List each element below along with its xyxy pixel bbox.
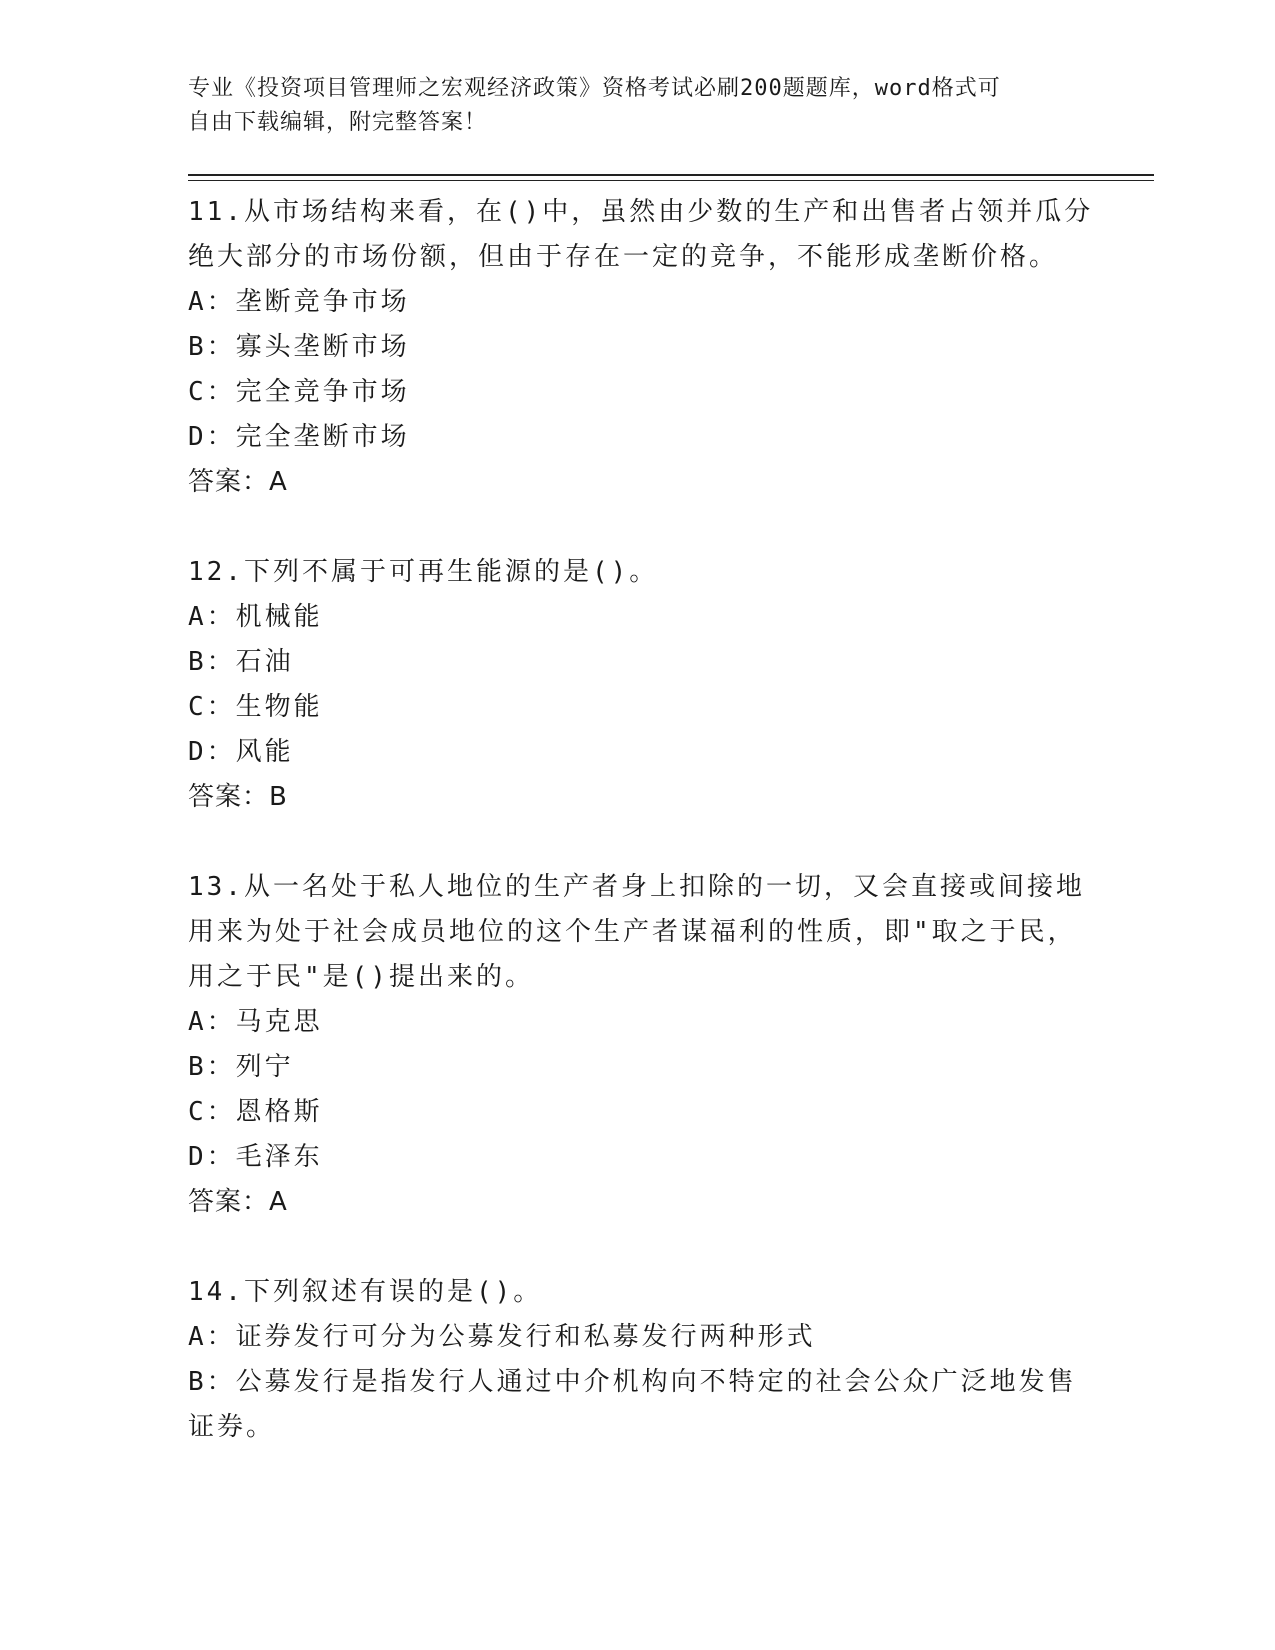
option-b: B：列宁 bbox=[188, 1052, 294, 1082]
option-a: A：机械能 bbox=[188, 602, 323, 632]
question-stem: 用之于民"是()提出来的。 bbox=[188, 962, 534, 992]
question-stem: 绝大部分的市场份额，但由于存在一定的竞争，不能形成垄断价格。 bbox=[188, 242, 1059, 272]
option-d: D：毛泽东 bbox=[188, 1142, 323, 1172]
option-c: C：生物能 bbox=[188, 692, 323, 722]
question-stem: 13.从一名处于私人地位的生产者身上扣除的一切，又会直接或间接地 bbox=[188, 872, 1085, 902]
option-a: A：证券发行可分为公募发行和私募发行两种形式 bbox=[188, 1322, 816, 1352]
option-d: D：完全垄断市场 bbox=[188, 422, 410, 452]
question-13 bbox=[188, 865, 1088, 1180]
answer-13: 答案：A bbox=[188, 1187, 288, 1217]
option-c: C：恩格斯 bbox=[188, 1097, 323, 1127]
option-d: D：风能 bbox=[188, 737, 294, 767]
option-c: C：完全竞争市场 bbox=[188, 377, 410, 407]
document-header bbox=[188, 72, 1068, 140]
question-14 bbox=[188, 1270, 1088, 1450]
question-stem: 11.从市场结构来看，在()中，虽然由少数的生产和出售者占领并瓜分 bbox=[188, 197, 1094, 227]
answer-12: 答案：B bbox=[188, 782, 288, 812]
option-a: A：垄断竞争市场 bbox=[188, 287, 410, 317]
question-stem: 用来为处于社会成员地位的这个生产者谋福利的性质，即"取之于民， bbox=[188, 917, 1077, 947]
question-12 bbox=[188, 550, 1088, 775]
header-divider-thick bbox=[188, 174, 1154, 176]
question-stem: 12.下列不属于可再生能源的是()。 bbox=[188, 557, 659, 587]
header-line: 自由下载编辑，附完整答案！ bbox=[188, 110, 488, 135]
question-stem: 14.下列叙述有误的是()。 bbox=[188, 1277, 543, 1307]
option-a: A：马克思 bbox=[188, 1007, 323, 1037]
question-11 bbox=[188, 190, 1094, 460]
option-b-continued: 证券。 bbox=[188, 1412, 276, 1442]
header-line: 专业《投资项目管理师之宏观经济政策》资格考试必刷200题题库，word格式可 bbox=[188, 76, 1001, 101]
question-list bbox=[188, 190, 1094, 1450]
option-b: B：石油 bbox=[188, 647, 294, 677]
option-b: B：寡头垄断市场 bbox=[188, 332, 410, 362]
header-divider-thin bbox=[188, 180, 1154, 181]
option-b: B：公募发行是指发行人通过中介机构向不特定的社会公众广泛地发售 bbox=[188, 1367, 1077, 1397]
answer-11: 答案：A bbox=[188, 467, 288, 497]
